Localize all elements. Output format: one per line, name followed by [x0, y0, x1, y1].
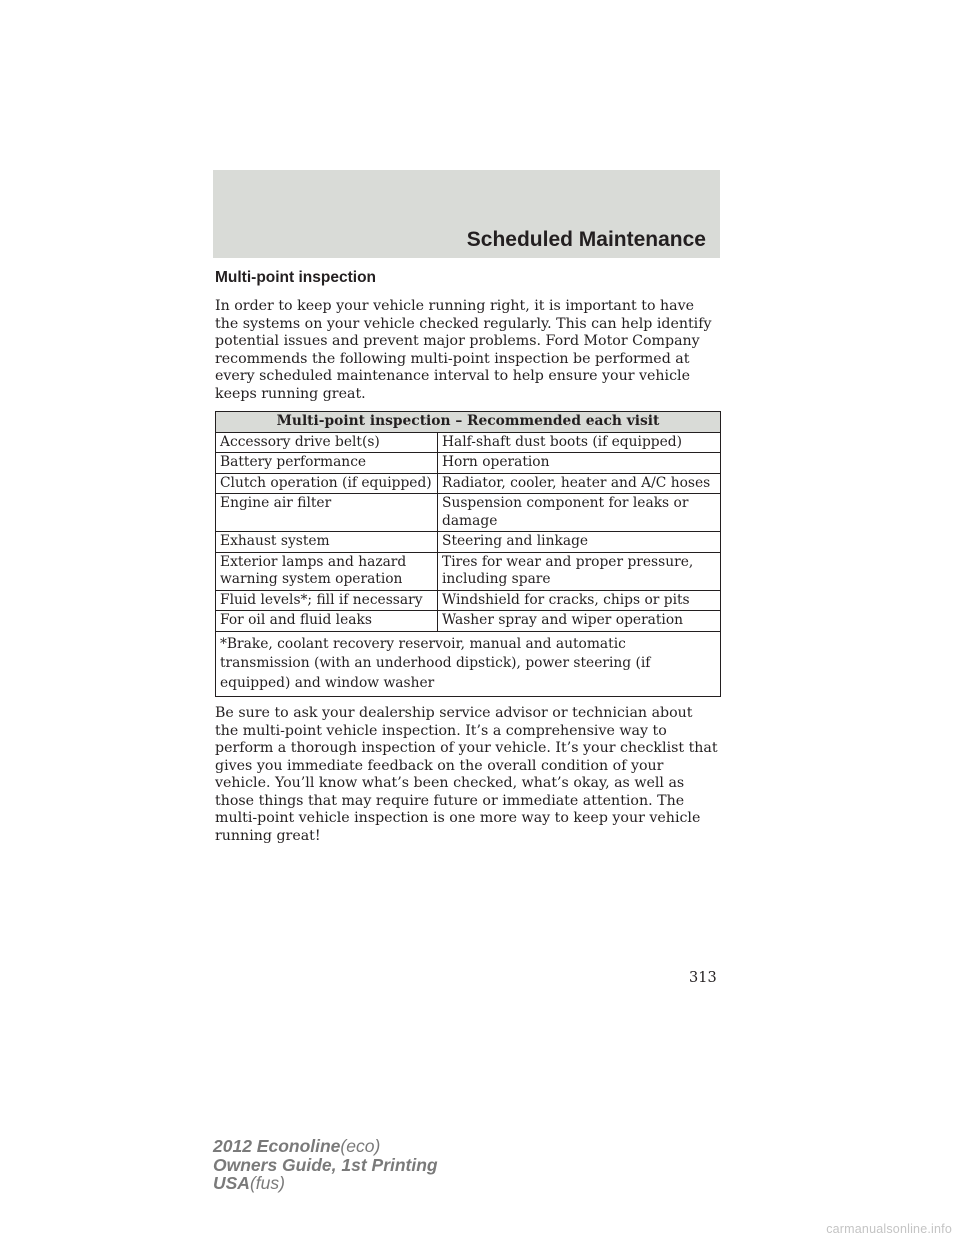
table-cell: For oil and fluid leaks — [216, 611, 438, 632]
table-row — [216, 473, 721, 494]
table-cell: Horn operation — [438, 453, 721, 474]
table-cell: Steering and linkage — [438, 532, 721, 553]
table-cell: Engine air filter — [216, 494, 438, 532]
section-header-band — [213, 170, 720, 258]
closing-paragraph: Be sure to ask your dealership service advisor or technician about the multi-point vehicle inspection. It’s a comprehensive way to perform a thorough inspection of your vehicle. It’s your checklist that gives you immediate feedback on the overall condition of your vehicle. You’ll know what’s been checked, what’s okay, as well as those things that may require future or immediate attention. The multi-point vehicle inspection is one more way to keep your vehicle running great! — [215, 705, 718, 844]
footer-line-1 — [213, 1137, 438, 1156]
table-cell: Windshield for cracks, chips or pits — [438, 590, 721, 611]
table-header: Multi-point inspection – Recommended each visit — [216, 412, 721, 433]
footer-line-2 — [213, 1156, 438, 1175]
table-cell: Suspension component for leaks or damage — [438, 494, 721, 532]
footer-edition-info — [213, 1137, 438, 1193]
table-row — [216, 494, 721, 532]
page-number: 313 — [689, 970, 717, 986]
watermark: carmanualsonline.info — [826, 1222, 952, 1236]
table-header-row — [216, 412, 721, 433]
footer-line-3 — [213, 1174, 438, 1193]
footer-model-code: (eco) — [340, 1136, 381, 1156]
table-row — [216, 590, 721, 611]
table-cell: Tires for wear and proper pressure, including spare — [438, 552, 721, 590]
table-cell: Exterior lamps and hazard warning system operation — [216, 552, 438, 590]
footer-market-code: (fus) — [249, 1173, 285, 1193]
table-cell: Half-shaft dust boots (if equipped) — [438, 432, 721, 453]
table-cell: Washer spray and wiper operation — [438, 611, 721, 632]
table-row — [216, 432, 721, 453]
table-footnote-row — [216, 631, 721, 697]
footer-printing: Owners Guide, 1st Printing — [213, 1154, 438, 1175]
footer-model: 2012 Econoline — [213, 1136, 341, 1156]
table-cell: Exhaust system — [216, 532, 438, 553]
footer-market: USA — [213, 1173, 250, 1193]
table-cell: Accessory drive belt(s) — [216, 432, 438, 453]
section-heading: Multi-point inspection — [215, 269, 377, 286]
table-row — [216, 552, 721, 590]
inspection-table — [215, 411, 721, 697]
table-row — [216, 532, 721, 553]
page-content — [215, 268, 720, 845]
table-row — [216, 453, 721, 474]
table-cell: Clutch operation (if equipped) — [216, 473, 438, 494]
section-title: Scheduled Maintenance — [466, 228, 706, 251]
table-cell: Battery performance — [216, 453, 438, 474]
intro-paragraph: In order to keep your vehicle running right, it is important to have the systems on your vehicle checked regularly. This can help identify potential issues and prevent major problems. Ford Motor Company recommends the following multi-point inspection be performed at every scheduled maintenance interval to help ensure your vehicle keeps running great. — [215, 298, 712, 402]
table-cell: Fluid levels*; fill if necessary — [216, 590, 438, 611]
table-row — [216, 611, 721, 632]
table-cell: Radiator, cooler, heater and A/C hoses — [438, 473, 721, 494]
table-footnote: *Brake, coolant recovery reservoir, manual and automatic transmission (with an underhood dipstick), power steering (if equipped) and window washer — [216, 631, 721, 697]
